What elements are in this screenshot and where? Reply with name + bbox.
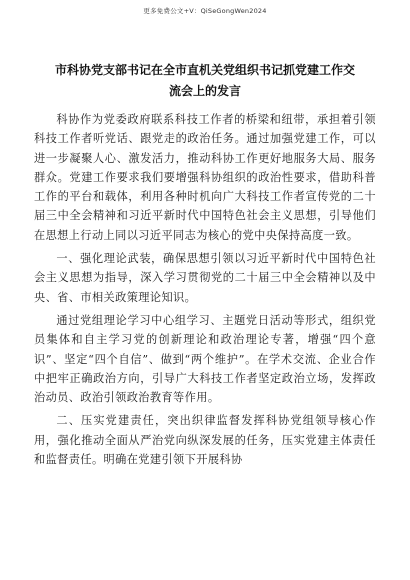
paragraph: 二、压实党建责任，突出织律监督发挥科协党组领导核心作用，强化推动全面从严治党向纵深发展的任务，压实党建主体责任和监督责任。明确在党建引领下开展科协 bbox=[34, 414, 376, 467]
paragraph: 通过党组理论学习中心组学习、主题党日活动等形式，组织党员集体和自主学习党的创新理论和政治理论专著，增强“四个意识”、坚定“四个自信”、做到“两个维护”。在学术交流、企业合作中把牢正确政治方向，引导广大科技工作者坚定政治立场，发挥政治动员、政治引领政治教育等作用。 bbox=[34, 313, 376, 405]
paragraph: 一、强化理论武装，确保思想引领以习近平新时代中国特色社会主义思想为指导，深入学习贯彻党的二十届三中全会精神以及中央、省、市相关政策理论知识。 bbox=[34, 252, 376, 304]
title-line-2: 流会上的发言 bbox=[168, 84, 241, 98]
document-body bbox=[34, 110, 376, 469]
watermark-text: 更多免费公文+V：QiSeGongWen2024 bbox=[143, 7, 267, 15]
paragraph: 科协作为党委政府联系科技工作者的桥梁和纽带，承担着引领科技工作者听党话、跟党走的政治任务。通过加强党建工作，可以进一步凝聚人心、激发活力，推动科协工作更好地服务大局、服务群众。党建工作要求我们要增强科协组织的政治性要求，借助科普工作的平台和载体，利用各种时机向广大科技工作者宣传党的二十届三中全会精神和习近平新时代中国特色社会主义思想，引导他们在思想上行动上同以习近平同志为核心的党中央保持高度一致。 bbox=[34, 113, 376, 242]
document-title bbox=[34, 0, 376, 102]
title-line-1: 市科协党支部书记在全市直机关党组织书记抓党建工作交 bbox=[54, 63, 355, 77]
